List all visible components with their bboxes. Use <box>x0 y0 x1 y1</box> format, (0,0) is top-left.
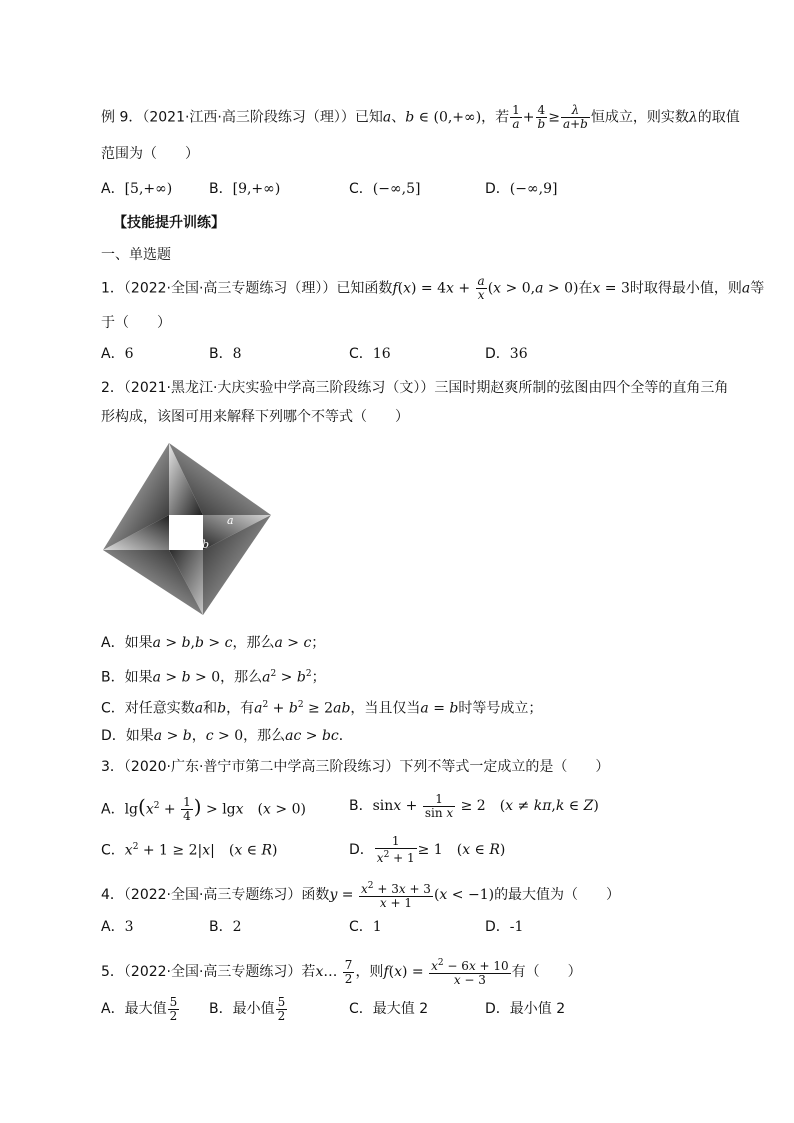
question-2-option-b: B．如果a > b > 0，那么$a^2 > b^2$； <box>101 669 326 686</box>
option-c: C．16 <box>349 346 391 362</box>
zhao-shuang-diagram <box>101 443 273 615</box>
question-3-options-row2 <box>101 835 721 863</box>
section-title: 【技能提升训练】 <box>113 215 225 231</box>
question-4-head: 4．（2022·全国·高三专题练习）函数y = $\frac{x^2 + 3x + 3}{x + 1}$ (x < −1)的最大值为（ ） <box>101 881 621 910</box>
question-2-line1: 2．（2021·黑龙江·大庆实验中学高三阶段练习（文））三国时期赵爽所制的弦图由四个全等的直角三角 <box>101 380 729 396</box>
example-9-line1: 例 9．（2021·江西·高三阶段练习（理））已知a、b ∈ (0,+∞)，若 $\frac{1}{a}$ + $\frac{4}{b}$ ≥ $\frac{\lambda}{a+b}$ 恒成立，则实数λ的取值 <box>101 103 740 131</box>
question-2-line2: 形构成，该图可用来解释下列哪个不等式（ ） <box>101 409 409 425</box>
option-d: D．-1 <box>485 919 524 935</box>
option-d: D．最小值 2 <box>485 1001 566 1017</box>
option-c: C．$x^2 + 1 \ge 2|x|$ (x ∈ R) <box>101 842 278 859</box>
question-5-options <box>101 994 721 1024</box>
inner-square <box>169 515 203 550</box>
option-b: B．2 <box>209 919 242 935</box>
option-d: D． $\frac{1}{x^2 + 1}$ ≥ 1 (x ∈ R) <box>349 834 506 865</box>
question-1-line1: 1．（2022·全国·高三专题练习（理））已知函数f(x) = 4x + $\frac{a}{x}$ (x > 0,a > 0)在x = 3时取得最小值，则a等 <box>101 274 765 302</box>
option-d: D．36 <box>485 346 528 362</box>
option-a: A．$\lg(x^2$ + $\frac{1}{4}$ ) > lgx (x > 0) <box>101 794 306 824</box>
option-a: A．6 <box>101 346 134 362</box>
question-2-option-c: C．对任意实数a和b，有$a^2 + b^2 \ge 2ab$，当且仅当a = b时等号成立； <box>101 700 543 717</box>
label-b: b <box>202 538 210 551</box>
question-2-option-a: A．如果a > b,b > c，那么a > c； <box>101 635 326 651</box>
question-5-head: 5．（2022·全国·高三专题练习）若x… $\frac{7}{2}$ ，则f(x) = $\frac{x^2 - 6x + 10}{x - 3}$ 有（ ） <box>101 957 582 987</box>
example-9-options <box>101 178 721 200</box>
option-b: B．8 <box>209 346 242 362</box>
question-2-option-d: D．如果a > b，c > 0，那么ac > bc． <box>101 728 353 744</box>
question-4-options <box>101 916 721 938</box>
option-a: A．[5,+∞) <box>101 181 173 197</box>
question-3-head: 3．（2020·广东·普宁市第二中学高三阶段练习）下列不等式一定成立的是（ ） <box>101 759 610 775</box>
option-b: B．最小值 $\frac{5}{2}$ <box>209 994 286 1023</box>
option-c: C．1 <box>349 919 382 935</box>
example-9-line2: 范围为（ ） <box>101 146 199 162</box>
option-a: A．最大值 $\frac{5}{2}$ <box>101 994 178 1023</box>
option-c: C．(−∞,5] <box>349 181 421 197</box>
option-a: A．3 <box>101 919 134 935</box>
subsection-title: 一、单选题 <box>101 247 171 263</box>
question-3-options-row1 <box>101 791 721 824</box>
option-c: C．最大值 2 <box>349 1001 429 1017</box>
option-d: D．(−∞,9] <box>485 181 558 197</box>
option-b: B．sinx + $\frac{1}{\text{sin x}}$ ≥ 2 (x ≠ kπ,k ∈ Z) <box>349 791 599 820</box>
question-1-line2: 于（ ） <box>101 315 171 331</box>
question-1-options <box>101 343 721 365</box>
label-a: a <box>227 514 234 527</box>
option-b: B．[9,+∞) <box>209 181 281 197</box>
